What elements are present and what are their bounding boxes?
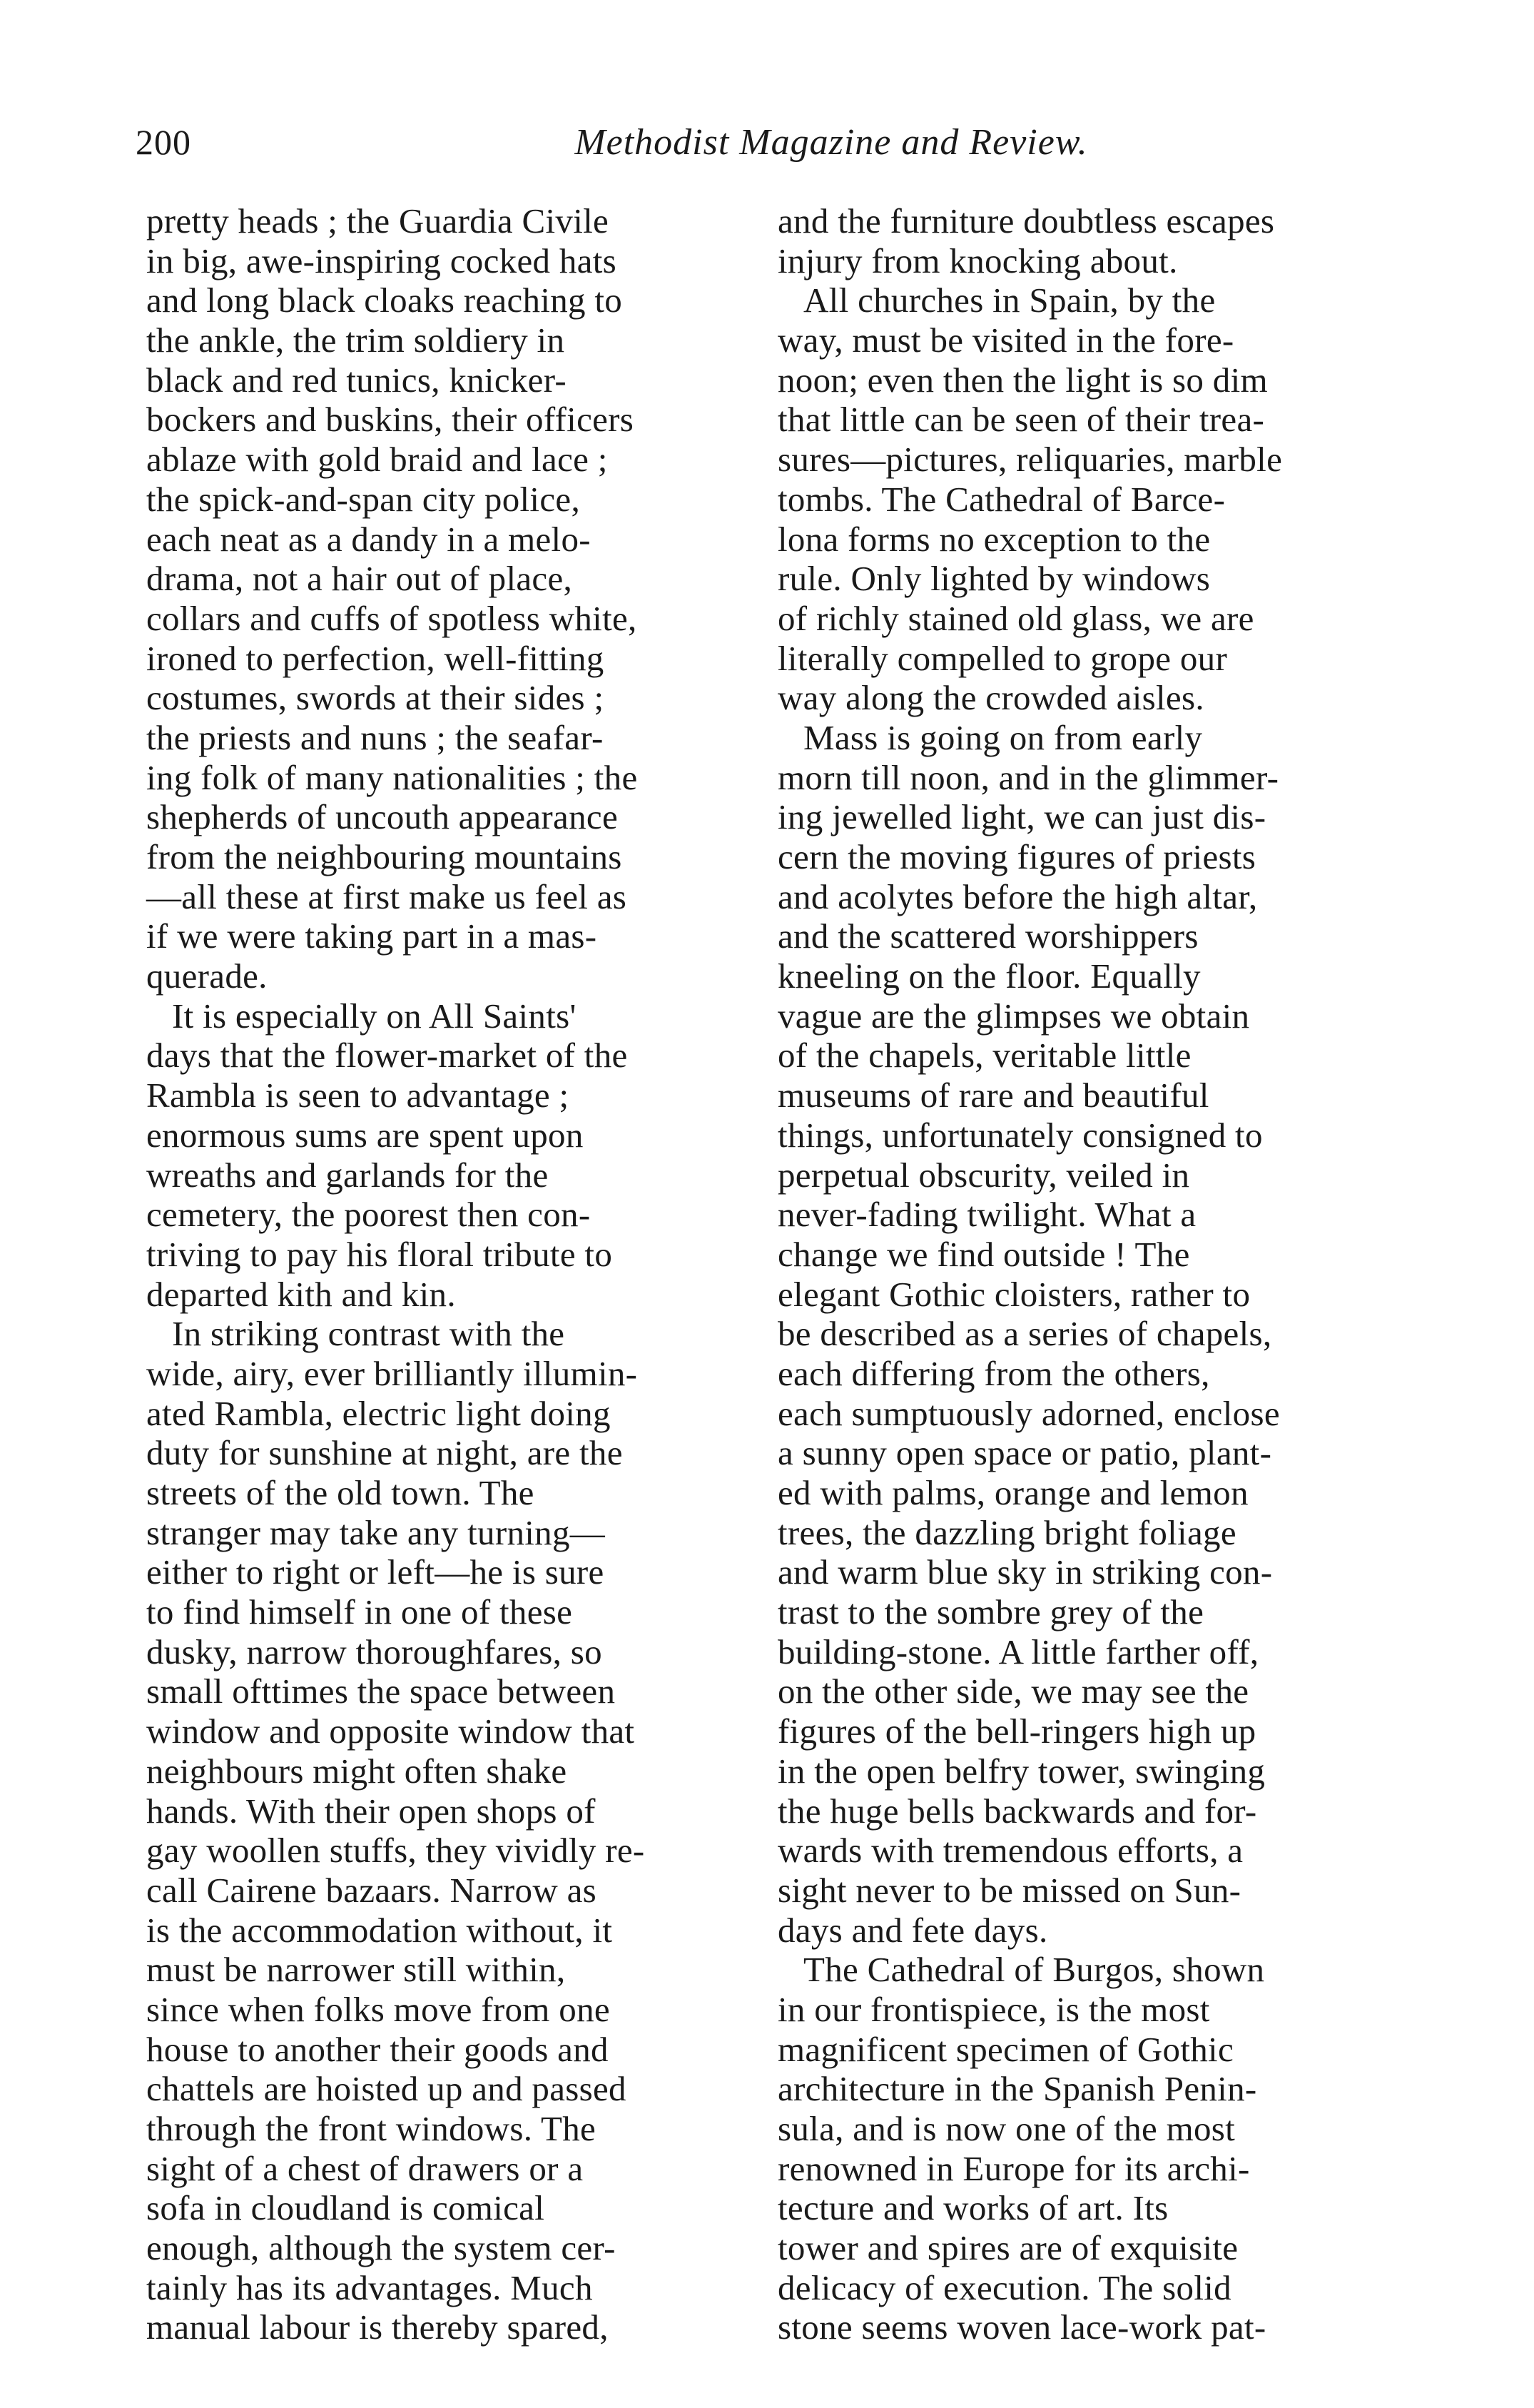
text-line: black and red tunics, knicker- — [146, 360, 567, 400]
text-line: if we were taking part in a mas- — [146, 916, 597, 956]
text-line: and long black cloaks reaching to — [146, 280, 623, 320]
text-line: rule. Only lighted by windows — [778, 559, 1211, 599]
text-line: a sunny open space or patio, plant- — [778, 1433, 1272, 1473]
page-header — [136, 121, 1406, 178]
text-line: dusky, narrow thoroughfares, so — [146, 1632, 602, 1671]
text-line: figures of the bell-ringers high up — [778, 1711, 1256, 1751]
text-line: neighbours might often shake — [146, 1751, 567, 1791]
running-title: Methodist Magazine and Review. — [574, 122, 1088, 163]
text-line: sight of a chest of drawers or a — [146, 2148, 584, 2188]
text-line: vague are the glimpses we obtain — [778, 996, 1250, 1036]
text-line: sofa in cloudland is comical — [146, 2188, 545, 2228]
text-line: ing jewelled light, we can just dis- — [778, 797, 1266, 837]
text-line: small ofttimes the space between — [146, 1671, 616, 1711]
text-line: trees, the dazzling bright foliage — [778, 1512, 1236, 1552]
text-line: sight never to be missed on Sun- — [778, 1870, 1241, 1910]
right-column — [778, 201, 1406, 2347]
text-line: In striking contrast with the — [172, 1314, 565, 1354]
text-line: in big, awe-inspiring cocked hats — [146, 241, 616, 280]
text-line: and acolytes before the high altar, — [778, 876, 1258, 916]
text-line: literally compelled to grope our — [778, 638, 1228, 678]
text-line: trast to the sombre grey of the — [778, 1592, 1204, 1632]
text-line: things, unfortunately consigned to — [778, 1115, 1263, 1155]
text-line: ing folk of many nationalities ; the — [146, 757, 638, 797]
text-line: from the neighbouring mountains — [146, 837, 622, 876]
text-line: cemetery, the poorest then con- — [146, 1195, 591, 1235]
text-line: the ankle, the trim soldiery in — [146, 320, 565, 360]
text-line: kneeling on the floor. Equally — [778, 956, 1201, 996]
text-line: wards with tremendous efforts, a — [778, 1831, 1244, 1871]
text-line: ironed to perfection, well-fitting — [146, 638, 604, 678]
text-line: lona forms no exception to the — [778, 519, 1211, 559]
text-line: stranger may take any turning— — [146, 1512, 606, 1552]
text-line: Rambla is seen to advantage ; — [146, 1076, 569, 1116]
text-line: collars and cuffs of spotless white, — [146, 598, 637, 638]
text-line: the priests and nuns ; the seafar- — [146, 717, 604, 757]
text-line: delicacy of execution. The solid — [778, 2267, 1231, 2307]
text-line: through the front windows. The — [146, 2109, 596, 2148]
text-line: gay woollen stuffs, they vividly re- — [146, 1831, 645, 1871]
text-line: each sumptuously adorned, enclose — [778, 1393, 1280, 1433]
text-line: to find himself in one of these — [146, 1592, 573, 1632]
text-line: ablaze with gold braid and lace ; — [146, 440, 608, 480]
text-line: call Cairene bazaars. Narrow as — [146, 1870, 596, 1910]
text-line: museums of rare and beautiful — [778, 1076, 1209, 1116]
text-line: architecture in the Spanish Penin- — [778, 2069, 1257, 2109]
text-line: is the accommodation without, it — [146, 1910, 613, 1950]
text-line: magnificent specimen of Gothic — [778, 2029, 1234, 2069]
text-line: injury from knocking about. — [778, 241, 1178, 280]
page-number: 200 — [136, 122, 191, 162]
text-line: chattels are hoisted up and passed — [146, 2069, 626, 2109]
text-line: duty for sunshine at night, are the — [146, 1433, 623, 1473]
text-line: in our frontispiece, is the most — [778, 1989, 1210, 2029]
text-line: days and fete days. — [778, 1910, 1048, 1950]
text-line: change we find outside ! The — [778, 1234, 1190, 1274]
text-line: querade. — [146, 956, 268, 996]
text-line: noon; even then the light is so dim — [778, 360, 1268, 400]
text-line: perpetual obscurity, veiled in — [778, 1155, 1190, 1195]
text-line: ed with palms, orange and lemon — [778, 1473, 1249, 1512]
text-line: that little can be seen of their trea- — [778, 400, 1265, 440]
text-line: The Cathedral of Burgos, shown — [803, 1950, 1265, 1990]
text-line: sula, and is now one of the most — [778, 2109, 1236, 2148]
text-line: triving to pay his floral tribute to — [146, 1234, 613, 1274]
text-line: of richly stained old glass, we are — [778, 598, 1254, 638]
text-line: and warm blue sky in striking con- — [778, 1552, 1273, 1592]
text-line: tainly has its advantages. Much — [146, 2267, 593, 2307]
text-line: days that the flower-market of the — [146, 1036, 628, 1076]
text-line: in the open belfry tower, swinging — [778, 1751, 1266, 1791]
text-line: All churches in Spain, by the — [803, 280, 1216, 320]
text-line: cern the moving figures of priests — [778, 837, 1256, 876]
text-line: and the scattered worshippers — [778, 916, 1199, 956]
text-line: —all these at first make us feel as — [146, 876, 627, 916]
text-line: Mass is going on from early — [803, 717, 1203, 757]
text-line: the spick-and-span city police, — [146, 479, 580, 519]
text-line: enormous sums are spent upon — [146, 1115, 584, 1155]
text-line: tower and spires are of exquisite — [778, 2228, 1239, 2268]
text-line: wide, airy, ever brilliantly illumin- — [146, 1353, 638, 1393]
text-line: wreaths and garlands for the — [146, 1155, 549, 1195]
text-line: and the furniture doubtless escapes — [778, 201, 1275, 241]
text-line: stone seems woven lace-work pat- — [778, 2307, 1266, 2347]
text-line: sures—pictures, reliquaries, marble — [778, 440, 1283, 480]
text-line: house to another their goods and — [146, 2029, 609, 2069]
text-line: bockers and buskins, their officers — [146, 400, 634, 440]
text-line: It is especially on All Saints' — [172, 996, 576, 1036]
text-line: manual labour is thereby spared, — [146, 2307, 609, 2347]
text-line: morn till noon, and in the glimmer- — [778, 757, 1279, 797]
text-line: either to right or left—he is sure — [146, 1552, 604, 1592]
text-line: tecture and works of art. Its — [778, 2188, 1169, 2228]
text-line: departed kith and kin. — [146, 1274, 456, 1314]
text-line: drama, not a hair out of place, — [146, 559, 573, 599]
text-line: on the other side, we may see the — [778, 1671, 1249, 1711]
text-line: way along the crowded aisles. — [778, 678, 1204, 718]
text-line: the huge bells backwards and for- — [778, 1791, 1257, 1831]
text-line: costumes, swords at their sides ; — [146, 678, 604, 718]
text-line: hands. With their open shops of — [146, 1791, 596, 1831]
text-line: ated Rambla, electric light doing — [146, 1393, 611, 1433]
text-line: of the chapels, veritable little — [778, 1036, 1192, 1076]
text-line: shepherds of uncouth appearance — [146, 797, 618, 837]
text-line: must be narrower still within, — [146, 1950, 566, 1990]
text-line: pretty heads ; the Guardia Civile — [146, 201, 609, 241]
text-line: way, must be visited in the fore- — [778, 320, 1234, 360]
text-line: elegant Gothic cloisters, rather to — [778, 1274, 1251, 1314]
text-line: never-fading twilight. What a — [778, 1195, 1197, 1235]
text-line: enough, although the system cer- — [146, 2228, 616, 2268]
text-line: be described as a series of chapels, — [778, 1314, 1272, 1354]
left-column — [146, 201, 774, 2347]
text-line: since when folks move from one — [146, 1989, 610, 2029]
text-line: renowned in Europe for its archi- — [778, 2148, 1250, 2188]
text-line: building-stone. A little farther off, — [778, 1632, 1259, 1671]
text-line: window and opposite window that — [146, 1711, 635, 1751]
text-line: each differing from the others, — [778, 1353, 1210, 1393]
text-line: streets of the old town. The — [146, 1473, 534, 1512]
text-line: tombs. The Cathedral of Barce- — [778, 479, 1226, 519]
text-line: each neat as a dandy in a melo- — [146, 519, 591, 559]
